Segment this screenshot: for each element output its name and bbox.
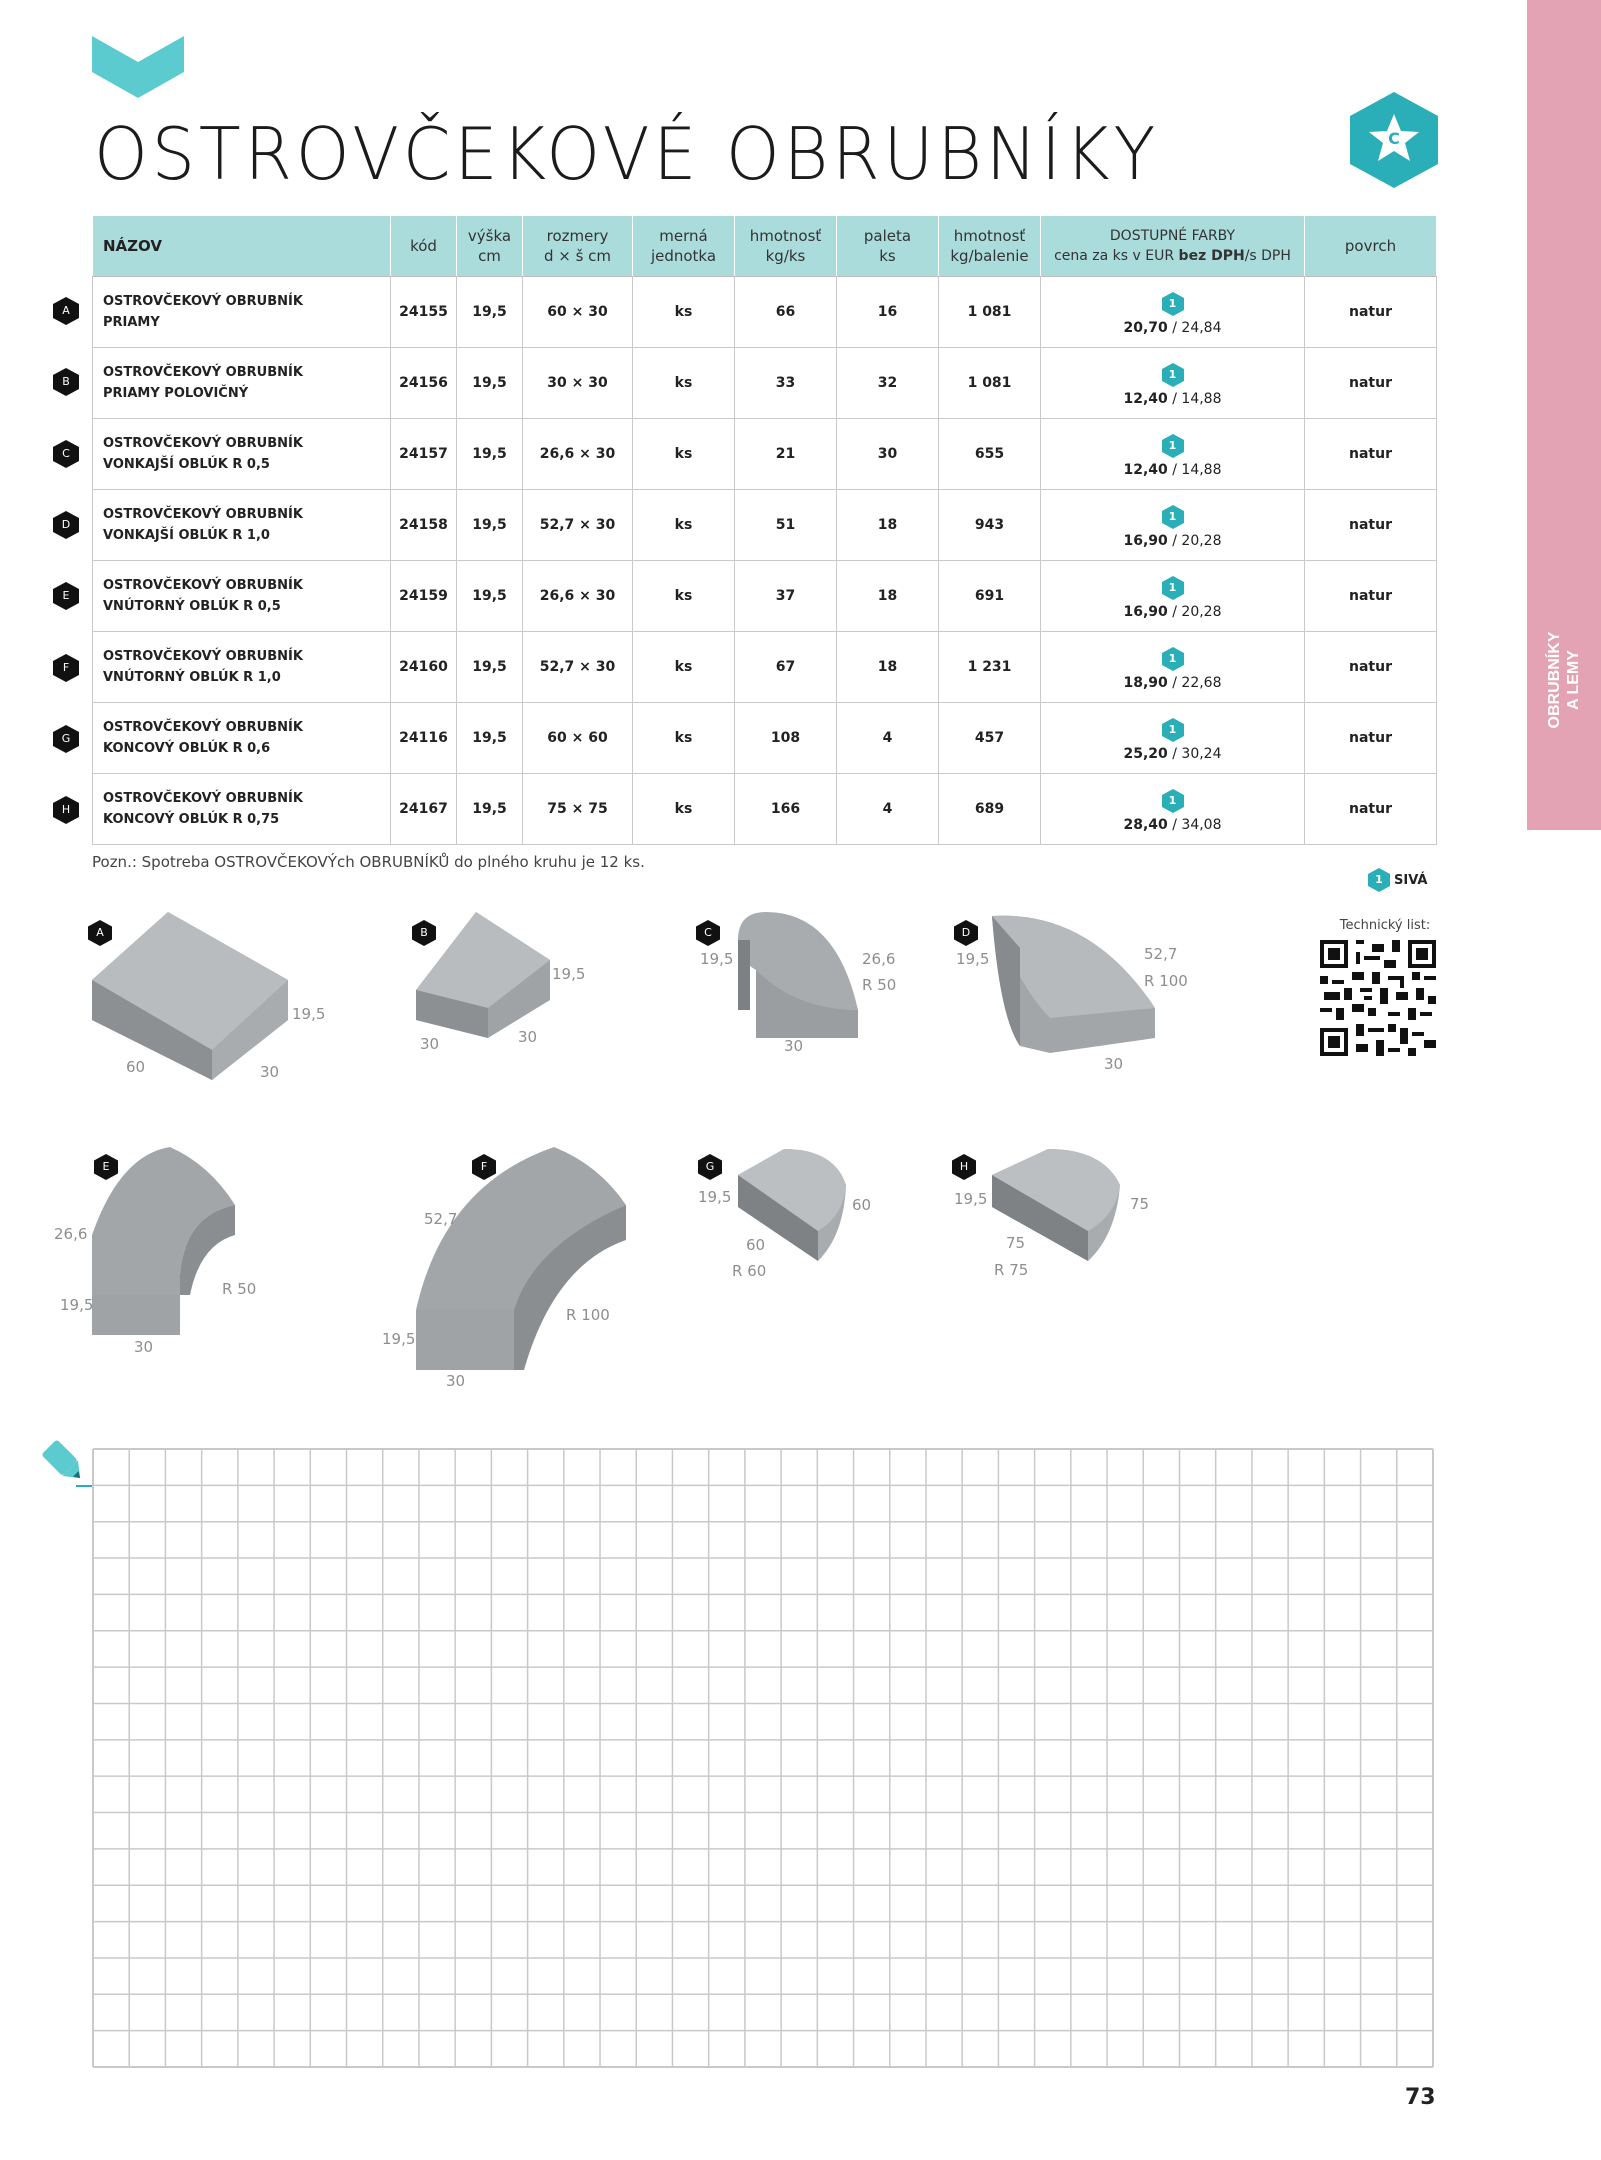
product-height: 19,5 [457,561,523,632]
product-weight: 33 [735,348,837,419]
product-dims: 26,6 × 30 [523,561,633,632]
product-pack-weight: 943 [939,490,1041,561]
product-height: 19,5 [457,632,523,703]
row-badge: D [53,511,79,539]
pencil-icon [36,1434,94,1488]
dim-h-radius: R 75 [994,1261,1029,1279]
product-code: 24157 [391,419,457,490]
product-badge-d: D [954,920,978,946]
color-swatch-icon: 1 [1162,647,1184,671]
dim-e-width: 30 [134,1338,154,1356]
price-with-vat: / 20,28 [1167,604,1222,620]
product-weight: 166 [735,774,837,845]
dim-b-width: 30 [518,1028,538,1046]
dim-g-width: 60 [852,1196,872,1214]
header-pack-weight: hmotnosť kg/balenie [939,216,1041,277]
table-row [93,561,1437,632]
header-code: kód [391,216,457,277]
product-d-outer-arc [990,908,1160,1058]
product-badge-h: H [952,1154,976,1180]
color-swatch-icon: 1 [1162,718,1184,742]
dim-f-radius: R 100 [566,1306,610,1324]
product-name: OSTROVČEKOVÝ OBRUBNÍK KONCOVÝ OBLÚK R 0,75 [93,774,391,845]
product-weight: 66 [735,277,837,348]
color-swatch-icon: 1 [1162,505,1184,529]
price-with-vat: / 14,88 [1167,462,1222,478]
side-tab-line-1: OBRUBNÍKY [1546,631,1563,729]
product-weight: 51 [735,490,837,561]
product-height: 19,5 [457,277,523,348]
product-table [92,215,1437,845]
product-colors-price [1041,277,1305,348]
price-without-vat: 28,40 [1123,817,1168,833]
product-colors-price [1041,774,1305,845]
product-dims: 60 × 30 [523,277,633,348]
product-e-inner-arc [90,1145,240,1340]
product-height: 19,5 [457,703,523,774]
product-pallet: 18 [837,561,939,632]
category-badge [1350,92,1438,188]
product-pack-weight: 689 [939,774,1041,845]
row-badge: H [53,796,79,824]
legend-label: SIVÁ [1394,872,1428,888]
product-colors-price [1041,348,1305,419]
product-code: 24158 [391,490,457,561]
dim-g-height: 19,5 [698,1188,732,1206]
product-colors-price [1041,632,1305,703]
header-surface: povrch [1305,216,1437,277]
color-swatch-icon: 1 [1368,868,1390,892]
header-pallet: paleta ks [837,216,939,277]
notes-grid[interactable] [92,1448,1434,2068]
dim-h-length: 75 [1006,1234,1026,1252]
header-height: výška cm [457,216,523,277]
dim-a-length: 60 [126,1058,146,1076]
dim-d-length: 52,7 [1144,945,1178,963]
product-pallet: 18 [837,490,939,561]
price-without-vat: 12,40 [1123,462,1168,478]
product-unit: ks [633,632,735,703]
product-code: 24155 [391,277,457,348]
row-badge: E [53,582,79,610]
color-swatch-icon: 1 [1162,789,1184,813]
product-pallet: 18 [837,632,939,703]
product-name: OSTROVČEKOVÝ OBRUBNÍK KONCOVÝ OBLÚK R 0,6 [93,703,391,774]
product-unit: ks [633,561,735,632]
price-without-vat: 16,90 [1123,604,1168,620]
price-with-vat: / 20,28 [1167,533,1222,549]
table-row [93,348,1437,419]
product-badge-e: E [94,1154,118,1180]
product-height: 19,5 [457,490,523,561]
dim-h-height: 19,5 [954,1190,988,1208]
table-header-row [93,216,1437,277]
dim-c-height: 19,5 [700,950,734,968]
dim-c-radius: R 50 [862,976,897,994]
price-without-vat: 18,90 [1123,675,1168,691]
row-badge: F [53,654,79,682]
product-code: 24156 [391,348,457,419]
price-with-vat: / 22,68 [1167,675,1222,691]
category-letter: C [1388,129,1400,148]
header-colors: DOSTUPNÉ FARBY cena za ks v EUR bez DPH/s DPH [1041,216,1305,277]
product-weight: 37 [735,561,837,632]
product-name: OSTROVČEKOVÝ OBRUBNÍK VONKAJŠÍ OBLÚK R 0,5 [93,419,391,490]
header-name: NÁZOV [93,216,391,277]
color-swatch-icon: 1 [1162,576,1184,600]
product-badge-f: F [472,1154,496,1180]
product-name: OSTROVČEKOVÝ OBRUBNÍK VNÚTORNÝ OBLÚK R 0,5 [93,561,391,632]
product-height: 19,5 [457,774,523,845]
page-number: 73 [1405,2085,1436,2110]
product-name: OSTROVČEKOVÝ OBRUBNÍK VNÚTORNÝ OBLÚK R 1,0 [93,632,391,703]
product-surface: natur [1305,774,1437,845]
chevron-decoration-icon [92,36,184,100]
row-badge: G [53,725,79,753]
product-pack-weight: 457 [939,703,1041,774]
product-colors-price [1041,561,1305,632]
product-code: 24167 [391,774,457,845]
color-swatch-icon: 1 [1162,434,1184,458]
product-pallet: 16 [837,277,939,348]
product-colors-price [1041,703,1305,774]
color-swatch-icon: 1 [1162,363,1184,387]
dim-d-width: 30 [1104,1055,1124,1073]
product-colors-price [1041,419,1305,490]
side-tab-label [1527,620,1601,740]
dim-e-length: 26,6 [54,1225,88,1243]
product-surface: natur [1305,703,1437,774]
product-unit: ks [633,277,735,348]
row-badge: C [53,440,79,468]
qr-code-icon[interactable] [1320,940,1436,1056]
product-surface: natur [1305,419,1437,490]
product-surface: natur [1305,490,1437,561]
product-pack-weight: 655 [939,419,1041,490]
product-badge-c: C [696,920,720,946]
header-weight: hmotnosť kg/ks [735,216,837,277]
price-without-vat: 12,40 [1123,391,1168,407]
row-badge: A [53,297,79,325]
product-name: OSTROVČEKOVÝ OBRUBNÍK PRIAMY POLOVIČNÝ [93,348,391,419]
dim-c-length: 26,6 [862,950,896,968]
table-row [93,632,1437,703]
product-weight: 67 [735,632,837,703]
dim-a-width: 30 [260,1063,280,1081]
product-pallet: 30 [837,419,939,490]
product-dims: 30 × 30 [523,348,633,419]
dim-e-radius: R 50 [222,1280,257,1298]
dim-g-length: 60 [746,1236,766,1254]
product-a-straight-curb [90,910,290,1085]
product-colors-price [1041,490,1305,561]
product-f-inner-arc [414,1145,630,1375]
product-pack-weight: 1 081 [939,348,1041,419]
header-dims: rozmery d × š cm [523,216,633,277]
product-code: 24159 [391,561,457,632]
price-without-vat: 16,90 [1123,533,1168,549]
price-without-vat: 25,20 [1123,746,1168,762]
dim-c-width: 30 [784,1037,804,1055]
product-surface: natur [1305,632,1437,703]
product-height: 19,5 [457,348,523,419]
product-surface: natur [1305,348,1437,419]
product-weight: 108 [735,703,837,774]
consumption-note: Pozn.: Spotreba OSTROVČEKOVÝch OBRUBNÍKŮ do plného kruhu je 12 ks. [92,853,645,871]
product-surface: natur [1305,277,1437,348]
product-height: 19,5 [457,419,523,490]
price-with-vat: / 24,84 [1167,320,1222,336]
product-unit: ks [633,703,735,774]
product-surface: natur [1305,561,1437,632]
price-without-vat: 20,70 [1123,320,1168,336]
table-row [93,774,1437,845]
product-unit: ks [633,419,735,490]
product-code: 24160 [391,632,457,703]
product-c-outer-arc [736,910,861,1040]
product-badge-a: A [88,920,112,946]
price-with-vat: / 14,88 [1167,391,1222,407]
product-dims: 75 × 75 [523,774,633,845]
table-row [93,703,1437,774]
price-with-vat: / 30,24 [1167,746,1222,762]
table-row [93,419,1437,490]
product-pack-weight: 1 231 [939,632,1041,703]
dim-h-width: 75 [1130,1195,1150,1213]
product-pack-weight: 1 081 [939,277,1041,348]
product-name: OSTROVČEKOVÝ OBRUBNÍK PRIAMY [93,277,391,348]
page-title: OSTROVČEKOVÉ OBRUBNÍKY [94,112,1160,196]
dim-f-width: 30 [446,1372,466,1390]
product-unit: ks [633,774,735,845]
dim-f-length: 52,7 [424,1210,458,1228]
product-dims: 26,6 × 30 [523,419,633,490]
price-with-vat: / 34,08 [1167,817,1222,833]
dim-g-radius: R 60 [732,1262,767,1280]
product-dims: 52,7 × 30 [523,490,633,561]
product-name: OSTROVČEKOVÝ OBRUBNÍK VONKAJŠÍ OBLÚK R 1,0 [93,490,391,561]
row-badge: B [53,368,79,396]
product-unit: ks [633,348,735,419]
product-b-half-curb [414,910,554,1040]
dim-d-radius: R 100 [1144,972,1188,990]
product-badge-b: B [412,920,436,946]
color-swatch-icon: 1 [1162,292,1184,316]
dim-d-height: 19,5 [956,950,990,968]
product-pallet: 32 [837,348,939,419]
dim-b-length: 30 [420,1035,440,1053]
product-unit: ks [633,490,735,561]
product-weight: 21 [735,419,837,490]
side-tab-line-2: A LEMY [1565,650,1582,710]
product-dims: 60 × 60 [523,703,633,774]
product-badge-g: G [698,1154,722,1180]
product-dims: 52,7 × 30 [523,632,633,703]
dim-a-height: 19,5 [292,1005,326,1023]
table-row [93,490,1437,561]
header-unit: merná jednotka [633,216,735,277]
table-row [93,277,1437,348]
dim-b-height: 19,5 [552,965,586,983]
product-code: 24116 [391,703,457,774]
tech-sheet-label: Technický list: [1339,918,1431,933]
dim-f-height: 19,5 [382,1330,416,1348]
color-legend [1368,868,1427,892]
product-pallet: 4 [837,774,939,845]
dim-e-height: 19,5 [60,1296,94,1314]
product-pallet: 4 [837,703,939,774]
product-pack-weight: 691 [939,561,1041,632]
